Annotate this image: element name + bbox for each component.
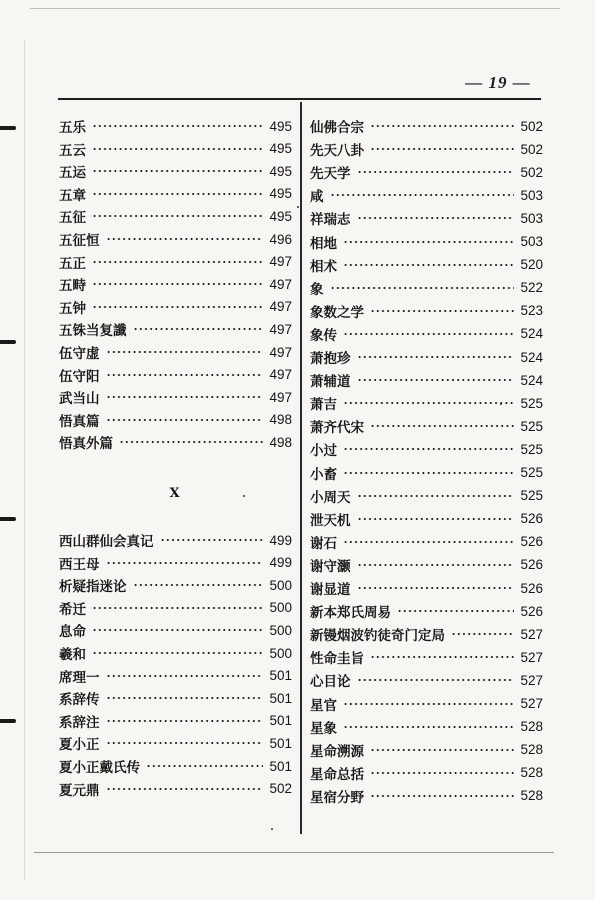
dot-leader [106,742,264,744]
scan-edge-top [30,8,560,9]
header-rule [58,98,541,100]
entry-term: 咸 [310,189,324,206]
binding-mark [0,719,16,723]
index-entry [310,115,543,137]
entry-page-number: 525 [520,418,543,434]
entry-page-number: 524 [520,349,543,365]
index-entry [59,273,292,295]
entry-page-number: 528 [520,788,543,804]
entry-page-number: 501 [269,668,292,684]
index-entry [59,409,292,431]
dot-leader [106,419,264,421]
index-entry [310,138,543,160]
dot-leader [106,396,264,398]
binding-mark [0,126,16,130]
entry-term: 伍守虚 [59,346,100,362]
entry-page-number: 527 [520,649,543,665]
index-entry [59,710,292,732]
index-entry [59,597,292,619]
dot-leader [330,194,515,196]
dot-leader [451,633,514,635]
entry-page-number: 503 [520,187,543,203]
dot-leader [92,125,263,127]
entry-page-number: 525 [520,465,543,480]
dot-leader [106,374,264,376]
entry-term: 悟真篇 [59,413,100,430]
entry-page-number: 503 [520,234,543,249]
entry-page-number: 525 [520,488,543,504]
dot-leader [357,217,515,219]
index-entry [310,323,543,345]
scan-edge-left [24,40,25,880]
entry-page-number: 526 [520,603,543,619]
dot-leader [330,287,515,289]
entry-page-number: 520 [520,257,543,273]
index-entry [310,508,543,530]
dot-leader [119,441,263,443]
entry-term: 五铢当复讖 [59,323,127,340]
index-entry [59,228,292,250]
index-entry [310,646,543,668]
entry-term: 星宿分野 [310,789,364,806]
page-number: — 19 — [465,73,531,92]
entry-term: 星命总括 [310,766,364,783]
index-entry [310,277,543,299]
entry-page-number: 499 [269,555,292,571]
index-entry [310,669,543,691]
dot-leader [106,562,264,564]
entry-page-number: 527 [520,626,543,642]
entry-term: 小畜 [310,466,337,483]
entry-term: 象 [310,281,324,298]
entry-term: 谢守灏 [310,558,351,575]
entry-page-number: 502 [520,118,543,134]
index-entry [59,529,292,551]
dot-leader [106,697,264,699]
index-entry [310,161,543,183]
entry-page-number: 498 [269,412,292,428]
entry-page-number: 495 [269,163,292,179]
entry-term: 萧辅道 [310,374,351,391]
entry-page-number: 501 [269,713,292,729]
index-entry [59,552,292,574]
dot-leader [92,629,263,631]
index-entry [310,184,543,206]
dot-leader [370,656,514,658]
index-entry [59,619,292,641]
dot-leader [397,610,514,612]
entry-term: 五正 [59,255,86,272]
entry-term: 五征恒 [59,233,100,249]
entry-page-number: 497 [269,389,292,405]
entry-term: 息命 [59,624,86,641]
entry-term: 伍守阳 [59,368,100,385]
entry-term: 席理一 [59,669,100,686]
index-entry [59,115,292,137]
entry-term: 西山群仙会真记 [59,534,154,550]
footer-rule [34,852,554,853]
entry-page-number: 527 [520,696,543,711]
index-entry [59,755,292,777]
dot-leader [343,241,514,243]
index-entry [59,138,292,160]
index-entry [59,318,292,340]
entry-page-number: 524 [520,372,543,388]
dot-leader [92,193,263,195]
entry-page-number: 500 [269,577,292,593]
entry-page-number: 497 [269,299,292,315]
column-divider [300,102,302,834]
index-entry [59,341,292,363]
entry-term: 小过 [310,443,337,460]
index-entry [59,574,292,596]
dot-leader [92,148,263,150]
index-entry [310,462,543,484]
index-entry [310,392,543,414]
entry-term: 先天八卦 [310,143,364,160]
entry-page-number: 524 [520,326,543,342]
dot-leader [370,125,514,127]
entry-page-number: 525 [520,395,543,411]
entry-term: 夏元鼎 [59,782,100,799]
index-entry [310,485,543,507]
entry-page-number: 501 [269,690,292,706]
entry-page-number: 526 [520,580,543,596]
dot-leader [92,170,263,172]
entry-page-number: 500 [269,645,292,661]
entry-page-number: 500 [269,600,292,616]
dot-leader [106,351,264,353]
dot-leader [343,333,514,335]
entry-page-number: 528 [520,765,543,781]
entry-term: 武当山 [59,391,100,408]
dot-leader [357,379,515,381]
dot-leader [357,171,515,173]
entry-page-number: 501 [269,758,292,774]
dot-leader [343,541,514,543]
dot-leader [357,679,515,681]
dot-leader [106,720,264,722]
dot-leader [92,306,263,308]
dot-leader [343,448,514,450]
index-entry [310,207,543,229]
index-entry [310,762,543,784]
entry-page-number: 502 [520,164,543,180]
scan-speck [500,403,502,405]
entry-term: 新本郑氏周易 [310,605,391,622]
entry-term: 相地 [310,235,337,252]
scan-speck [297,206,299,208]
index-entry [310,716,543,738]
entry-page-number: 522 [520,280,543,296]
entry-term: 希迁 [59,601,86,618]
index-entry [310,531,543,553]
entry-term: 相术 [310,258,337,275]
entry-page-number: 496 [269,231,292,247]
entry-term: 系辞注 [59,714,100,731]
entry-term: 仙佛合宗 [310,120,364,136]
entry-term: 五畤 [59,278,86,295]
entry-page-number: 497 [269,254,292,270]
entry-term: 系辞传 [59,692,100,709]
entry-term: 性命圭旨 [310,651,364,668]
entry-term: 西王母 [59,556,100,573]
entry-page-number: 526 [520,511,543,527]
dot-leader [343,264,514,266]
binding-mark [0,340,16,344]
entry-page-number: 526 [520,557,543,573]
index-entry [59,160,292,182]
entry-term: 五章 [59,187,86,204]
dot-leader [370,148,514,150]
entry-term: 星命溯源 [310,743,364,760]
index-entry [59,687,292,709]
entry-term: 五云 [59,142,86,159]
entry-term: 夏小正 [59,737,100,754]
entry-page-number: 525 [520,441,543,457]
dot-leader [370,425,514,427]
entry-term: 五运 [59,165,86,182]
index-entry [59,665,292,687]
entry-page-number: 495 [269,118,292,134]
dot-leader [357,495,515,497]
entry-term: 祥瑞志 [310,212,351,229]
entry-page-number: 498 [269,434,292,450]
dot-leader [370,772,514,774]
index-entry [59,251,292,273]
entry-page-number: 526 [520,534,543,550]
dot-leader [370,795,514,797]
index-entry [310,254,543,276]
entry-term: 新镘烟波钓徒奇门定局 [310,628,445,645]
scan-speck [243,495,245,497]
dot-leader [106,788,264,790]
index-entry [310,739,543,761]
entry-page-number: 495 [269,208,292,224]
dot-leader [343,703,514,705]
entry-term: 萧抱珍 [310,351,351,367]
index-entry [310,369,543,391]
entry-page-number: 499 [269,532,292,548]
index-entry [59,296,292,318]
index-entry [310,231,543,253]
entry-page-number: 527 [520,672,543,688]
dot-leader [357,518,515,520]
index-entry [310,438,543,460]
dot-leader [370,310,514,312]
entry-page-number: 495 [269,186,292,202]
index-entry [59,778,292,800]
index-entry [59,732,292,754]
entry-term: 夏小正戴氏传 [59,760,140,776]
dot-leader [357,564,515,566]
index-entry [310,623,543,645]
index-entry [310,300,543,322]
binding-mark [0,517,16,521]
index-entry [59,431,292,453]
entry-page-number: 497 [269,344,292,360]
entry-term: 象数之学 [310,304,364,321]
dot-leader [343,402,514,404]
section-letter: X [169,486,180,501]
entry-term: 五钟 [59,300,86,317]
dot-leader [160,539,264,541]
entry-page-number: 500 [269,622,292,638]
index-entry [310,554,543,576]
entry-page-number: 528 [520,719,543,735]
entry-page-number: 501 [269,735,292,751]
dot-leader [343,472,514,474]
entry-term: 萧吉 [310,397,337,414]
dot-leader [92,607,263,609]
index-entry [310,785,543,807]
dot-leader [357,356,515,358]
dot-leader [133,328,264,330]
dot-leader [106,675,264,677]
index-entry [59,386,292,408]
entry-term: 星象 [310,720,337,737]
entry-page-number: 495 [269,141,292,157]
entry-page-number: 497 [269,276,292,292]
entry-term: 星官 [310,697,337,714]
index-entry [310,600,543,622]
dot-leader [146,765,263,767]
entry-term: 心目论 [310,674,351,691]
dot-leader [106,238,264,240]
index-entry [59,205,292,227]
index-entry [310,693,543,715]
entry-page-number: 528 [520,742,543,758]
dot-leader [343,726,514,728]
dot-leader [133,584,264,586]
entry-term: 羲和 [59,647,86,663]
index-entry [310,577,543,599]
entry-term: 析疑指迷论 [59,579,127,596]
dot-leader [92,215,263,217]
entry-term: 小周天 [310,489,351,506]
entry-term: 象传 [310,327,337,344]
entry-page-number: 497 [269,367,292,383]
entry-page-number: 497 [269,321,292,337]
entry-term: 谢石 [310,535,337,552]
dot-leader [92,652,263,654]
entry-term: 谢显道 [310,582,351,598]
entry-term: 五征 [59,210,86,227]
entry-page-number: 523 [520,303,543,319]
entry-term: 五乐 [59,120,86,136]
dot-leader [370,749,514,751]
index-entry [310,415,543,437]
entry-term: 萧齐代宋 [310,420,364,437]
entry-term: 泄天机 [310,512,351,529]
index-entry [59,642,292,664]
entry-term: 先天学 [310,166,351,183]
entry-page-number: 502 [520,141,543,157]
index-entry [59,183,292,205]
index-entry [59,364,292,386]
dot-leader [92,261,263,263]
entry-term: 悟真外篇 [59,436,113,453]
index-entry [310,346,543,368]
scan-speck [271,828,273,830]
entry-page-number: 502 [269,781,292,797]
dot-leader [92,283,263,285]
dot-leader [357,587,515,589]
entry-page-number: 503 [520,210,543,226]
